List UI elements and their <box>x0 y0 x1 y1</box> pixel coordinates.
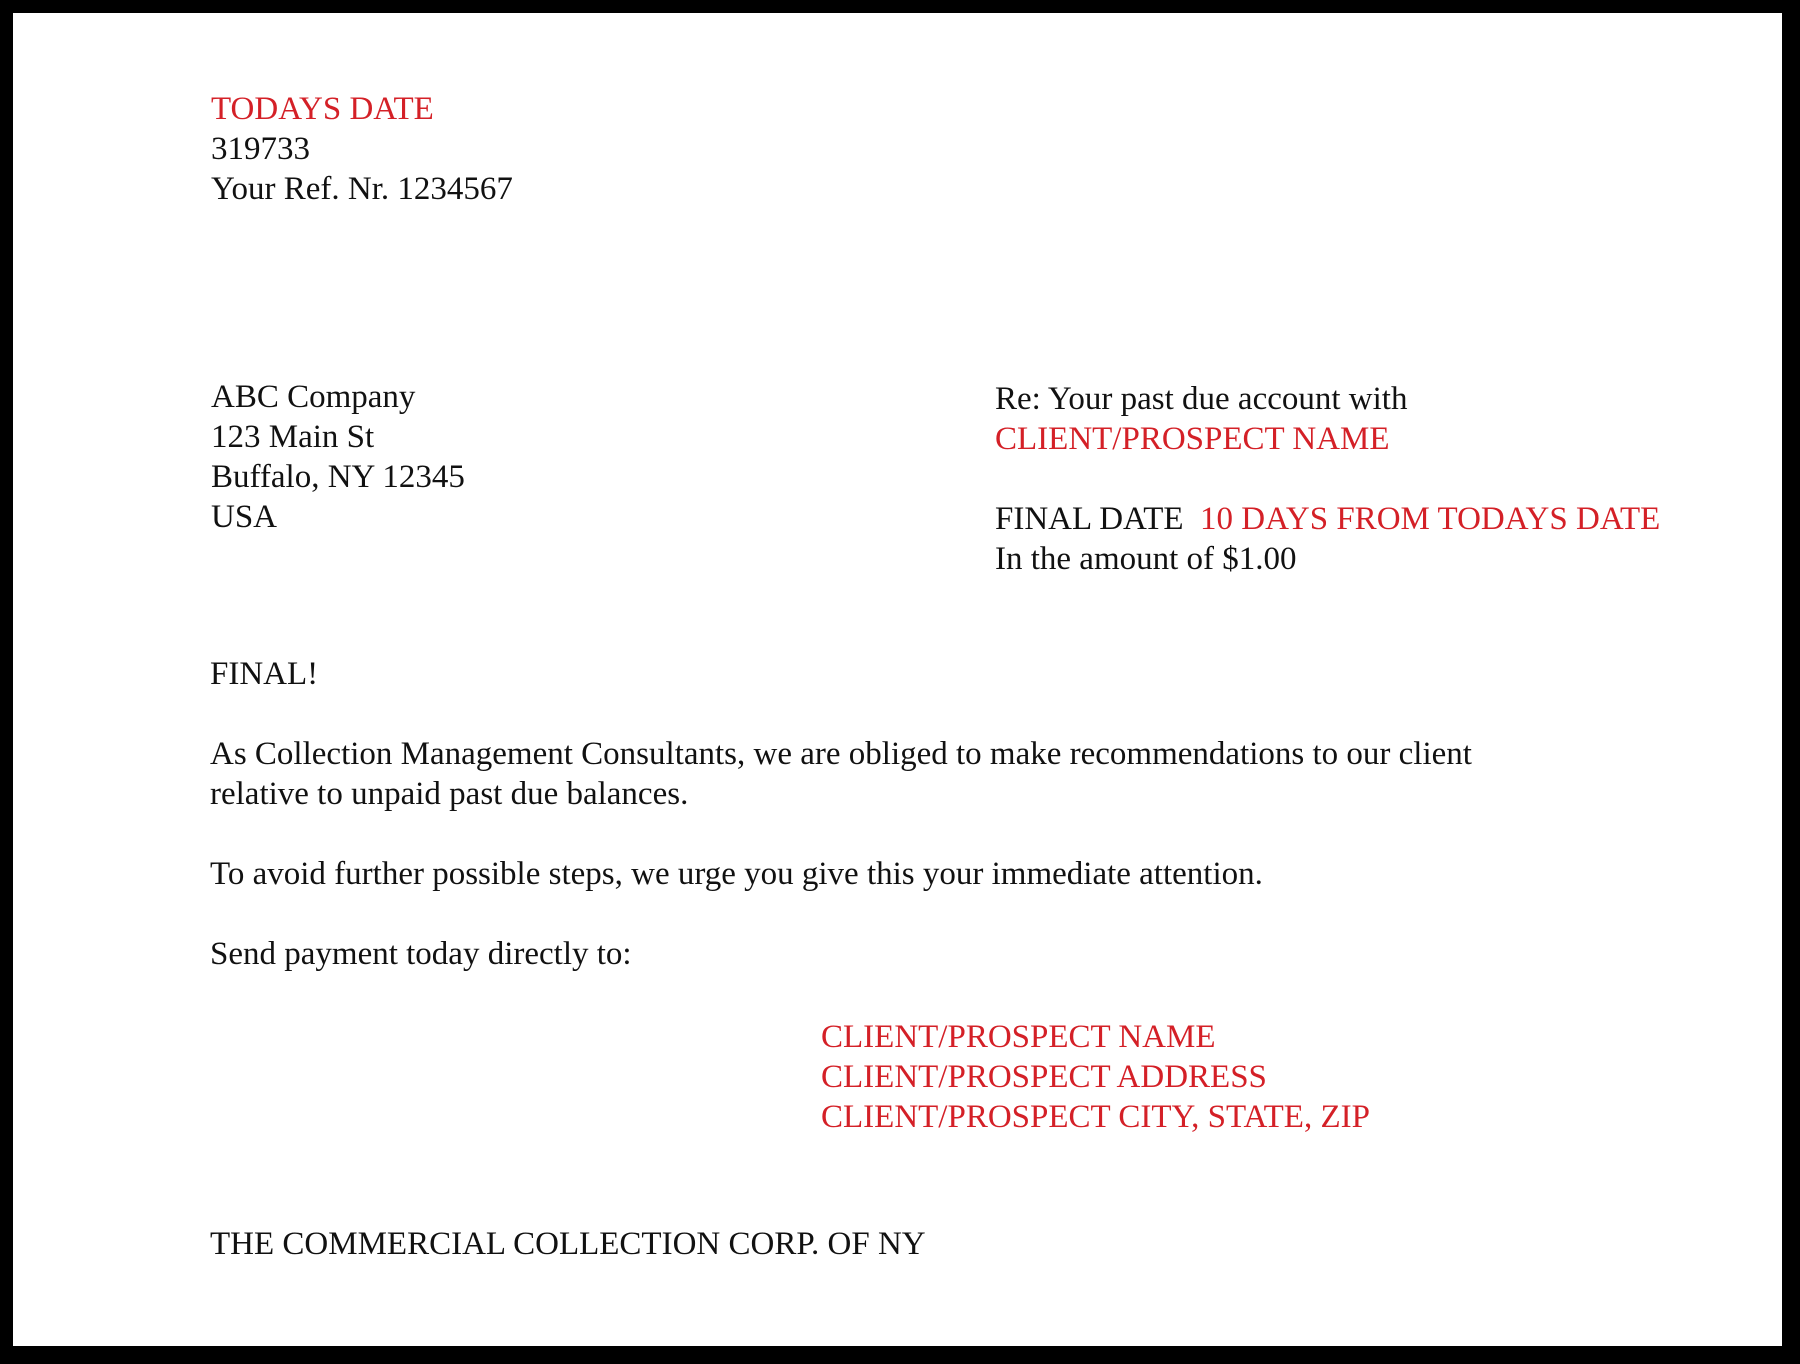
letter-page <box>13 13 1782 1346</box>
date-placeholder: TODAYS DATE <box>211 91 434 127</box>
re-client-name: CLIENT/PROSPECT NAME <box>995 421 1390 457</box>
recipient-city-state-zip: Buffalo, NY 12345 <box>211 459 465 495</box>
amount-line: In the amount of $1.00 <box>995 541 1297 577</box>
final-date-line <box>995 499 1660 539</box>
paragraph-2: To avoid further possible steps, we urge you give this your immediate attention. <box>210 856 1263 892</box>
final-date-label: FINAL DATE <box>995 501 1184 537</box>
recipient-address <box>211 377 465 537</box>
payee-city-state-zip: CLIENT/PROSPECT CITY, STATE, ZIP <box>821 1099 1370 1135</box>
payee-address-line: CLIENT/PROSPECT ADDRESS <box>821 1059 1267 1095</box>
recipient-country: USA <box>211 499 278 535</box>
final-date-value: 10 DAYS FROM TODAYS DATE <box>1200 501 1661 537</box>
letter-body <box>210 654 1472 974</box>
recipient-company: ABC Company <box>211 379 416 415</box>
signature-company: THE COMMERCIAL COLLECTION CORP. OF NY <box>210 1226 926 1262</box>
paragraph-3: Send payment today directly to: <box>210 936 632 972</box>
recipient-street: 123 Main St <box>211 419 375 455</box>
file-number: 319733 <box>211 131 310 167</box>
paragraph-1-line-2: relative to unpaid past due balances. <box>210 776 689 812</box>
payee-name: CLIENT/PROSPECT NAME <box>821 1019 1216 1055</box>
reference-number: Your Ref. Nr. 1234567 <box>211 171 513 207</box>
signature-block <box>210 1224 926 1264</box>
body-heading: FINAL! <box>210 656 319 692</box>
re-line: Re: Your past due account with <box>995 381 1408 417</box>
regarding-block <box>995 379 1660 579</box>
letter-header <box>211 89 513 209</box>
payee-address <box>821 1017 1370 1137</box>
paragraph-1-line-1: As Collection Management Consultants, we are obliged to make recommendations to our client <box>210 736 1472 772</box>
